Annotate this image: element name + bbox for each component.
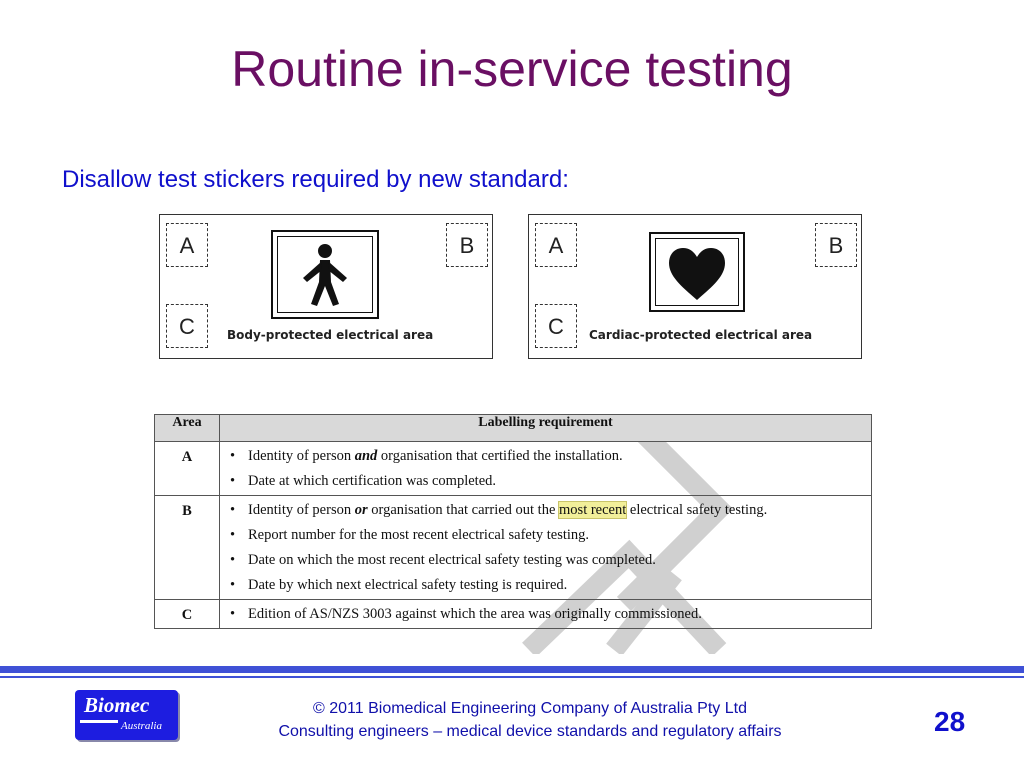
footer-tagline: Consulting engineers – medical device standards and regulatory affairs	[278, 723, 782, 740]
list-item: • Identity of person and organisation that certified the installation.	[228, 446, 865, 466]
area-cell: C	[155, 600, 220, 629]
symbol-frame	[649, 232, 745, 312]
sticker-caption: Body-protected electrical area	[227, 328, 434, 342]
slide-title: Routine in-service testing	[231, 41, 793, 97]
person-icon	[273, 232, 377, 317]
list-item: • Report number for the most recent electrical safety testing.	[228, 525, 865, 545]
requirement-cell	[220, 442, 872, 496]
table-row	[155, 600, 872, 629]
page-number: 28	[934, 706, 966, 737]
logo-subtext: Australia	[121, 720, 162, 732]
list-item: • Edition of AS/NZS 3003 against which the area was originally commissioned.	[228, 604, 865, 624]
sticker-slot-c: C	[166, 304, 208, 348]
labelling-requirements-table	[154, 414, 872, 629]
column-header-requirement: Labelling requirement	[220, 415, 872, 442]
body-protected-sticker	[159, 214, 493, 359]
symbol-frame	[271, 230, 379, 319]
sticker-slot-a: A	[166, 223, 208, 267]
table-row	[155, 442, 872, 496]
heart-icon	[651, 234, 743, 310]
area-cell: B	[155, 496, 220, 600]
sticker-slot-c: C	[535, 304, 577, 348]
cardiac-protected-sticker	[528, 214, 862, 359]
labelling-table-container	[154, 414, 872, 654]
list-item: • Identity of person or organisation that carried out the most recent electrical safety testing.	[228, 500, 865, 520]
list-item: • Date on which the most recent electrical safety testing was completed.	[228, 550, 865, 570]
logo-bar	[80, 720, 118, 723]
sticker-slot-a: A	[535, 223, 577, 267]
sticker-caption: Cardiac-protected electrical area	[589, 328, 813, 342]
footer-copyright: © 2011 Biomedical Engineering Company of Australia Pty Ltd	[313, 700, 747, 717]
footer-rule-thin	[0, 676, 1024, 678]
biomec-logo	[75, 690, 178, 740]
table-row	[155, 496, 872, 600]
requirement-cell	[220, 496, 872, 600]
footer-rule	[0, 666, 1024, 673]
highlighted-text: most recent	[559, 502, 627, 518]
column-header-area: Area	[155, 415, 220, 442]
slide-subtitle: Disallow test stickers required by new standard:	[62, 166, 569, 193]
sticker-slot-b: B	[446, 223, 488, 267]
list-item: • Date at which certification was completed.	[228, 471, 865, 491]
area-cell: A	[155, 442, 220, 496]
requirement-cell	[220, 600, 872, 629]
list-item: • Date by which next electrical safety testing is required.	[228, 575, 865, 595]
sticker-slot-b: B	[815, 223, 857, 267]
logo-wordmark: Biomec	[84, 693, 150, 717]
